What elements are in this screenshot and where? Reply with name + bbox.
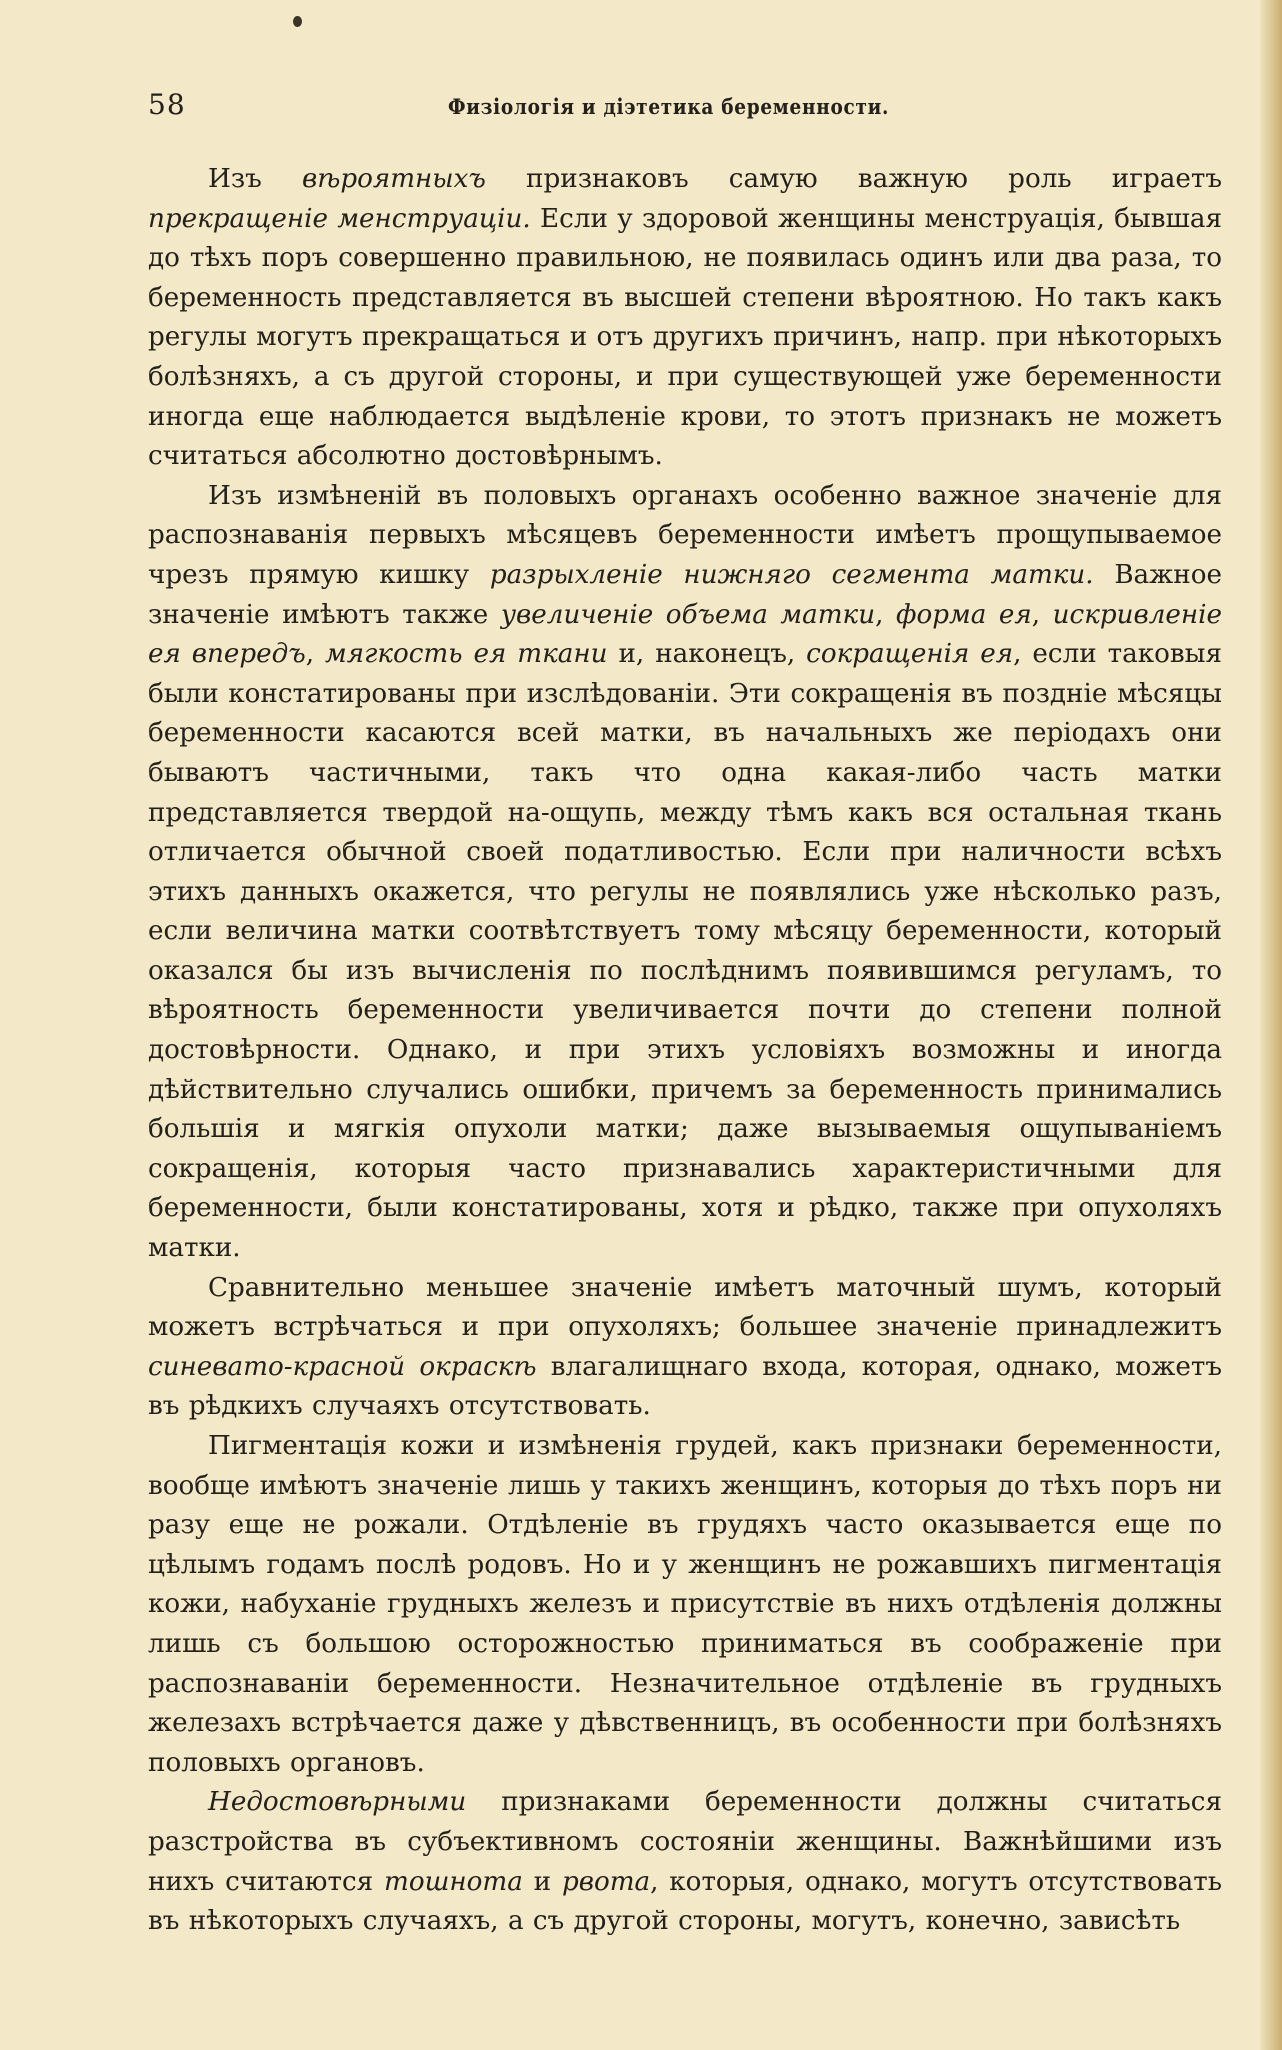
- paragraph: [148, 477, 1222, 1269]
- paragraph: [148, 1783, 1222, 1941]
- italic-term: увеличеніе объема матки: [500, 599, 876, 630]
- italic-term: искривленіе ея впередъ: [148, 599, 1222, 670]
- paragraph: [148, 1269, 1222, 1427]
- text-run: влагалищнаго входа, которая, однако, можетъ въ рѣдкихъ случаяхъ отсутствовать.: [148, 1351, 1222, 1422]
- text-run: Изъ: [208, 164, 302, 194]
- text-run: и: [522, 1866, 562, 1897]
- page-edge-shadow: [1260, 0, 1282, 2050]
- text-run: ,: [875, 599, 896, 630]
- italic-term: сокращенія ея: [806, 639, 1014, 670]
- text-run: Если у здоровой женщины менструація, бывшая до тѣхъ поръ совершенно правильною, не появилась одинъ или два раза, то беременность представляется въ высшей степени вѣроятною. Но такъ какъ регулы могутъ прекращаться и отъ другихъ причинъ, напр. при нѣкоторыхъ болѣзняхъ, а съ другой стороны, и при существующей уже беременности иногда еще наблюдается выдѣленіе крови, то этотъ признакъ не можетъ считаться абсолютно достовѣрнымъ.: [148, 203, 1222, 472]
- page-number: 58: [148, 88, 186, 121]
- paragraph: [148, 160, 1222, 477]
- italic-term: мягкость ея ткани: [325, 639, 608, 670]
- page-header: [148, 88, 1158, 128]
- italic-term: рвота: [561, 1866, 651, 1897]
- ink-dot-mark: [293, 16, 302, 27]
- italic-term: тошнота: [383, 1866, 523, 1897]
- running-title: Физіологія и діэтетика беременности.: [448, 94, 890, 119]
- italic-term: вѣроятныхъ: [301, 164, 486, 194]
- italic-term: разрыхленіе нижняго сегмента матки.: [489, 559, 1094, 590]
- italic-term: прекращеніе менструаціи.: [148, 203, 531, 234]
- text-run: признаками беременности должны считаться разстройства въ субъективномъ состояніи женщины. Важнѣйшими изъ нихъ считаются: [148, 1787, 1222, 1897]
- text-run: , которыя, однако, могутъ отсутствовать въ нѣкоторыхъ случаяхъ, а съ другой стороны, могутъ, конечно, зависѣть: [148, 1866, 1223, 1937]
- text-run: и, наконецъ,: [607, 639, 807, 670]
- text-run: ,: [1031, 599, 1053, 630]
- text-run: ,: [305, 639, 326, 670]
- text-run: Изъ измѣненій въ половыхъ органахъ особенно важное значеніе для распознаванія первыхъ мѣсяцевъ беременности имѣетъ прощупываемое чрезъ прямую кишку: [148, 480, 1222, 590]
- text-run: Важное значеніе имѣютъ также: [148, 559, 1222, 630]
- text-run: признаковъ самую важную роль играетъ: [485, 164, 1222, 194]
- italic-term: форма ея: [895, 599, 1032, 630]
- italic-term: Недостовѣрными: [208, 1787, 467, 1818]
- text-run: Сравнительно меньшее значеніе имѣетъ маточный шумъ, который можетъ встрѣчаться и при опухоляхъ; большее значеніе принадлежитъ: [148, 1272, 1222, 1343]
- paragraph: [148, 1427, 1222, 1783]
- body-text: [148, 160, 1222, 1942]
- text-run: Пигментація кожи и измѣненія грудей, какъ признаки беременности, вообще имѣютъ значеніе лишь у такихъ женщинъ, которыя до тѣхъ поръ ни разу еще не рожали. Отдѣленіе въ грудяхъ часто оказывается еще по цѣлымъ годамъ послѣ родовъ. Но и у женщинъ не рожавшихъ пигментація кожи, набуханіе грудныхъ железъ и присутствіе въ нихъ отдѣленія должны лишь съ большою осторожностью приниматься въ соображеніе при распознаваніи беременности. Незначительное отдѣленіе въ грудныхъ железахъ встрѣчается даже у дѣвственницъ, въ особенности при болѣзняхъ половыхъ органовъ.: [148, 1431, 1222, 1778]
- italic-term: синевато-красной окраскѣ: [148, 1351, 537, 1382]
- text-run: , если таковыя были констатированы при изслѣдованіи. Эти сокращенія въ поздніе мѣсяцы беременности касаются всей матки, въ начальныхъ же періодахъ они бываютъ частичными, такъ что одна какая-либо часть матки представляется твердой на-ощупь, между тѣмъ какъ вся остальная ткань отличается обычной своей податливостью. Если при наличности всѣхъ этихъ данныхъ окажется, что регулы не появлялись уже нѣсколько разъ, если величина матки соотвѣтствуетъ тому мѣсяцу беременности, который оказался бы изъ вычисленія по послѣднимъ появившимся регуламъ, то вѣроятность беременности увеличивается почти до степени полной достовѣрности. Однако, и при этихъ условіяхъ возможны и иногда дѣйствительно случались ошибки, причемъ за беременность принимались большія и мягкія опухоли матки; даже вызываемыя ощупываніемъ сокращенія, которыя часто признавались характеристичными для беременности, были констатированы, хотя и рѣдко, также при опухоляхъ матки.: [148, 639, 1222, 1264]
